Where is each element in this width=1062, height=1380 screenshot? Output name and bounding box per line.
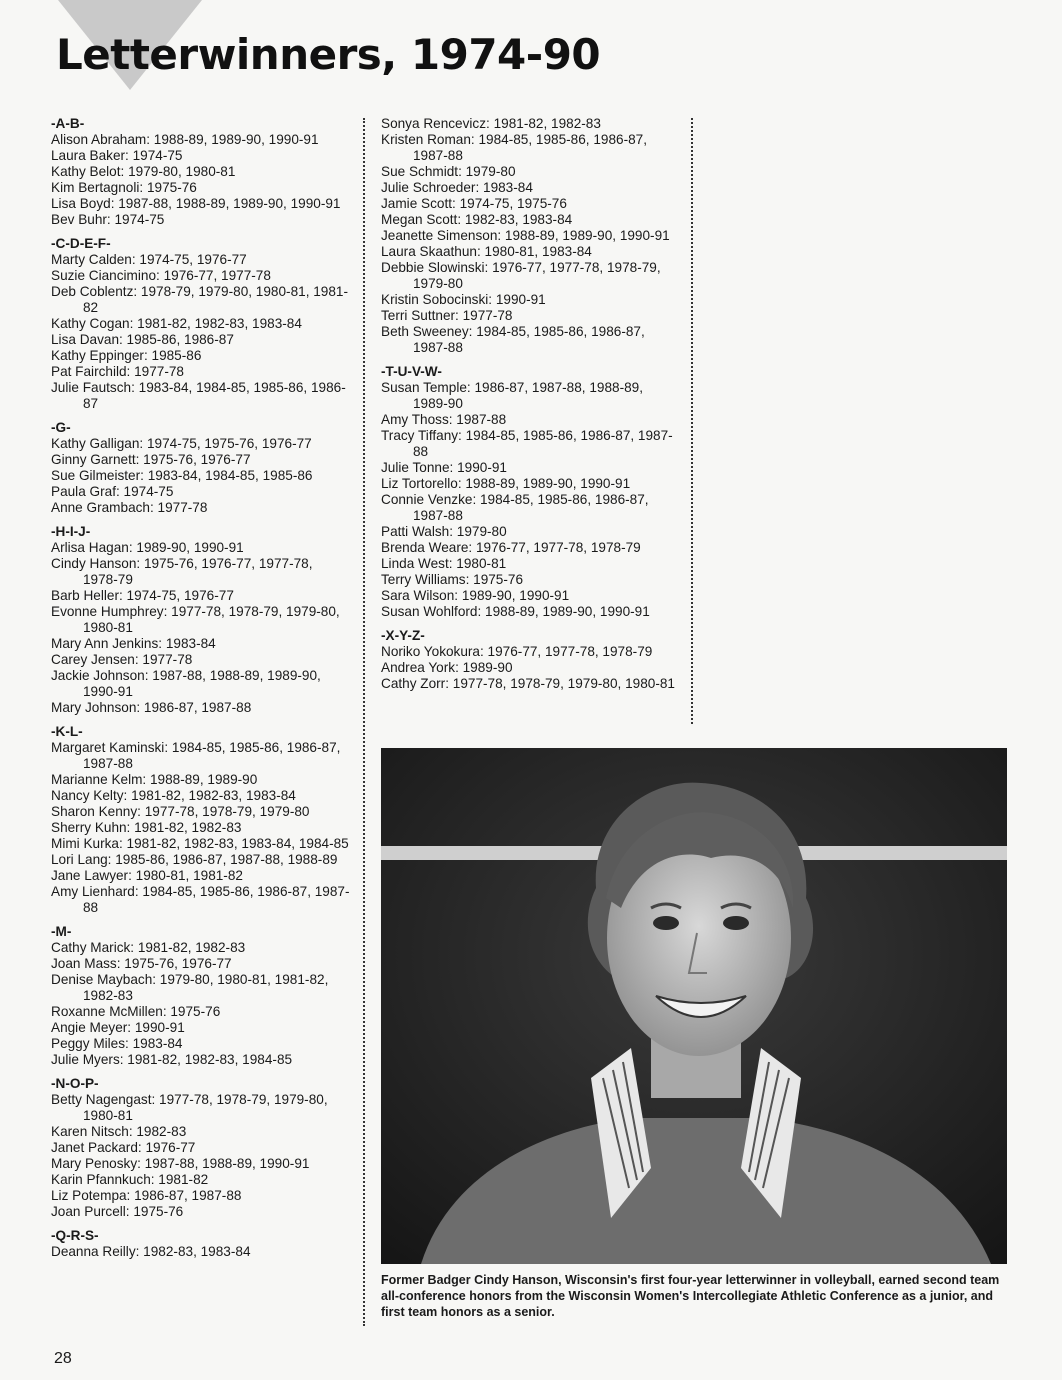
- letterwinner-entry: Janet Packard: 1976-77: [51, 1140, 196, 1155]
- letterwinner-entry: Kim Bertagnoli: 1975-76: [51, 180, 197, 195]
- letterwinner-entry: Cindy Hanson: 1975-76, 1976-77, 1977-78, 1978-79: [51, 556, 313, 587]
- letterwinner-entry: Mary Penosky: 1987-88, 1988-89, 1990-91: [51, 1156, 310, 1171]
- letterwinner-entry: Sherry Kuhn: 1981-82, 1982-83: [51, 820, 242, 835]
- letterwinner-entry: Margaret Kaminski: 1984-85, 1985-86, 1986-87, 1987-88: [51, 740, 341, 771]
- letter-group: [381, 116, 681, 356]
- letterwinner-entry: Karen Nitsch: 1982-83: [51, 1124, 187, 1139]
- letterwinner-entry: Deanna Reilly: 1982-83, 1983-84: [51, 1244, 251, 1259]
- letterwinner-entry: Jamie Scott: 1974-75, 1975-76: [381, 196, 567, 211]
- letterwinner-entry: Mary Johnson: 1986-87, 1987-88: [51, 700, 252, 715]
- letterwinner-entry: Mary Ann Jenkins: 1983-84: [51, 636, 216, 651]
- letterwinner-entry: Kristen Roman: 1984-85, 1985-86, 1986-87, 1987-88: [381, 132, 648, 163]
- letterwinner-entry: Megan Scott: 1982-83, 1983-84: [381, 212, 573, 227]
- letterwinner-entry: Andrea York: 1989-90: [381, 660, 513, 675]
- letterwinner-entry: Suzie Ciancimino: 1976-77, 1977-78: [51, 268, 271, 283]
- letterwinner-entry: Sonya Rencevicz: 1981-82, 1982-83: [381, 116, 601, 131]
- letterwinner-entry: Sue Gilmeister: 1983-84, 1984-85, 1985-86: [51, 468, 313, 483]
- letterwinner-entry: Tracy Tiffany: 1984-85, 1985-86, 1986-87, 1987-88: [381, 428, 673, 459]
- letter-group: [381, 364, 681, 620]
- page-number: 28: [54, 1350, 72, 1367]
- page-title: Letterwinners, 1974-90: [56, 30, 601, 79]
- letterwinner-entry: Carey Jensen: 1977-78: [51, 652, 193, 667]
- letterwinner-entry: Angie Meyer: 1990-91: [51, 1020, 185, 1035]
- letterwinner-entry: Denise Maybach: 1979-80, 1980-81, 1981-82, 1982-83: [51, 972, 329, 1003]
- letterwinner-entry: Lisa Boyd: 1987-88, 1988-89, 1989-90, 1990-91: [51, 196, 341, 211]
- letterwinner-entry: Peggy Miles: 1983-84: [51, 1036, 183, 1051]
- letter-group: [51, 116, 351, 228]
- letterwinner-entry: Connie Venzke: 1984-85, 1985-86, 1986-87, 1987-88: [381, 492, 649, 523]
- letterwinner-entry: Karin Pfannkuch: 1981-82: [51, 1172, 209, 1187]
- letterwinner-entry: Terri Suttner: 1977-78: [381, 308, 513, 323]
- letterwinner-entry: Beth Sweeney: 1984-85, 1985-86, 1986-87, 1987-88: [381, 324, 645, 355]
- letterwinner-entry: Barb Heller: 1974-75, 1976-77: [51, 588, 234, 603]
- dotted-divider-right: [691, 118, 693, 724]
- letter-group-header: -G-: [51, 420, 71, 435]
- player-photo: [381, 748, 1007, 1264]
- letterwinner-entry: Bev Buhr: 1974-75: [51, 212, 165, 227]
- letterwinner-entry: Cathy Zorr: 1977-78, 1978-79, 1979-80, 1980-81: [381, 676, 675, 691]
- letterwinner-entry: Roxanne McMillen: 1975-76: [51, 1004, 221, 1019]
- letterwinner-entry: Jane Lawyer: 1980-81, 1981-82: [51, 868, 243, 883]
- letterwinner-entry: Julie Fautsch: 1983-84, 1984-85, 1985-86, 1986-87: [51, 380, 346, 411]
- letter-group: [51, 924, 351, 1068]
- portrait-illustration: [381, 748, 1007, 1264]
- letterwinner-entry: Liz Potempa: 1986-87, 1987-88: [51, 1188, 242, 1203]
- letterwinner-entry: Kathy Galligan: 1974-75, 1975-76, 1976-77: [51, 436, 312, 451]
- letterwinner-entry: Paula Graf: 1974-75: [51, 484, 174, 499]
- letterwinner-entry: Evonne Humphrey: 1977-78, 1978-79, 1979-80, 1980-81: [51, 604, 340, 635]
- letterwinner-entry: Joan Mass: 1975-76, 1976-77: [51, 956, 232, 971]
- letterwinners-column-left: [51, 116, 351, 1268]
- letter-group: [381, 628, 681, 692]
- letterwinner-entry: Lori Lang: 1985-86, 1986-87, 1987-88, 1988-89: [51, 852, 338, 867]
- letterwinner-entry: Marty Calden: 1974-75, 1976-77: [51, 252, 247, 267]
- letterwinner-entry: Laura Skaathun: 1980-81, 1983-84: [381, 244, 592, 259]
- letterwinner-entry: Kathy Cogan: 1981-82, 1982-83, 1983-84: [51, 316, 302, 331]
- letter-group-header: -H-I-J-: [51, 524, 91, 539]
- letterwinner-entry: Patti Walsh: 1979-80: [381, 524, 507, 539]
- letterwinner-entry: Sharon Kenny: 1977-78, 1978-79, 1979-80: [51, 804, 310, 819]
- letterwinner-entry: Julie Tonne: 1990-91: [381, 460, 507, 475]
- letterwinner-entry: Brenda Weare: 1976-77, 1977-78, 1978-79: [381, 540, 641, 555]
- letter-group-header: -X-Y-Z-: [381, 628, 425, 643]
- letterwinner-entry: Jackie Johnson: 1987-88, 1988-89, 1989-90, 1990-91: [51, 668, 321, 699]
- letter-group-header: -K-L-: [51, 724, 83, 739]
- letterwinner-entry: Debbie Slowinski: 1976-77, 1977-78, 1978-79, 1979-80: [381, 260, 661, 291]
- letterwinner-entry: Kathy Belot: 1979-80, 1980-81: [51, 164, 236, 179]
- letterwinner-entry: Laura Baker: 1974-75: [51, 148, 183, 163]
- letterwinner-entry: Amy Thoss: 1987-88: [381, 412, 507, 427]
- letterwinner-entry: Liz Tortorello: 1988-89, 1989-90, 1990-91: [381, 476, 631, 491]
- letter-group: [51, 524, 351, 716]
- letterwinner-entry: Alison Abraham: 1988-89, 1989-90, 1990-91: [51, 132, 319, 147]
- letter-group-header: -M-: [51, 924, 72, 939]
- letterwinner-entry: Jeanette Simenson: 1988-89, 1989-90, 1990-91: [381, 228, 670, 243]
- letter-group: [51, 1228, 351, 1260]
- letterwinner-entry: Betty Nagengast: 1977-78, 1978-79, 1979-80, 1980-81: [51, 1092, 328, 1123]
- letter-group: [51, 420, 351, 516]
- letterwinner-entry: Nancy Kelty: 1981-82, 1982-83, 1983-84: [51, 788, 296, 803]
- letterwinner-entry: Linda West: 1980-81: [381, 556, 507, 571]
- letterwinner-entry: Lisa Davan: 1985-86, 1986-87: [51, 332, 234, 347]
- letterwinner-entry: Deb Coblentz: 1978-79, 1979-80, 1980-81, 1981-82: [51, 284, 349, 315]
- letterwinner-entry: Kristin Sobocinski: 1990-91: [381, 292, 546, 307]
- letter-group-header: -Q-R-S-: [51, 1228, 99, 1243]
- letter-group: [51, 724, 351, 916]
- letterwinner-entry: Marianne Kelm: 1988-89, 1989-90: [51, 772, 258, 787]
- photo-caption: Former Badger Cindy Hanson, Wisconsin's first four-year letterwinner in volleyball, earned second team all-conference honors from the Wisconsin Women's Intercollegiate Athletic Conference as a junior, and first team honors as a senior.: [381, 1273, 1000, 1319]
- letterwinner-entry: Mimi Kurka: 1981-82, 1982-83, 1983-84, 1984-85: [51, 836, 349, 851]
- letterwinner-entry: Julie Schroeder: 1983-84: [381, 180, 533, 195]
- letterwinner-entry: Susan Wohlford: 1988-89, 1989-90, 1990-91: [381, 604, 650, 619]
- letterwinner-entry: Ginny Garnett: 1975-76, 1976-77: [51, 452, 251, 467]
- letterwinner-entry: Arlisa Hagan: 1989-90, 1990-91: [51, 540, 244, 555]
- letter-group-header: -N-O-P-: [51, 1076, 99, 1091]
- letter-group: [51, 236, 351, 412]
- letterwinner-entry: Terry Williams: 1975-76: [381, 572, 524, 587]
- letter-group-header: -T-U-V-W-: [381, 364, 442, 379]
- letterwinner-entry: Noriko Yokokura: 1976-77, 1977-78, 1978-79: [381, 644, 653, 659]
- letter-group-header: -A-B-: [51, 116, 85, 131]
- letterwinner-entry: Sara Wilson: 1989-90, 1990-91: [381, 588, 570, 603]
- letterwinner-entry: Joan Purcell: 1975-76: [51, 1204, 184, 1219]
- letterwinner-entry: Pat Fairchild: 1977-78: [51, 364, 184, 379]
- letterwinners-column-right: [381, 116, 681, 700]
- letterwinner-entry: Kathy Eppinger: 1985-86: [51, 348, 202, 363]
- letterwinner-entry: Amy Lienhard: 1984-85, 1985-86, 1986-87, 1987-88: [51, 884, 350, 915]
- letterwinner-entry: Anne Grambach: 1977-78: [51, 500, 208, 515]
- dotted-divider-left: [363, 118, 365, 1326]
- letterwinner-entry: Sue Schmidt: 1979-80: [381, 164, 516, 179]
- letterwinner-entry: Susan Temple: 1986-87, 1987-88, 1988-89, 1989-90: [381, 380, 643, 411]
- letterwinner-entry: Cathy Marick: 1981-82, 1982-83: [51, 940, 246, 955]
- letterwinner-entry: Julie Myers: 1981-82, 1982-83, 1984-85: [51, 1052, 293, 1067]
- letter-group-header: -C-D-E-F-: [51, 236, 111, 251]
- letter-group: [51, 1076, 351, 1220]
